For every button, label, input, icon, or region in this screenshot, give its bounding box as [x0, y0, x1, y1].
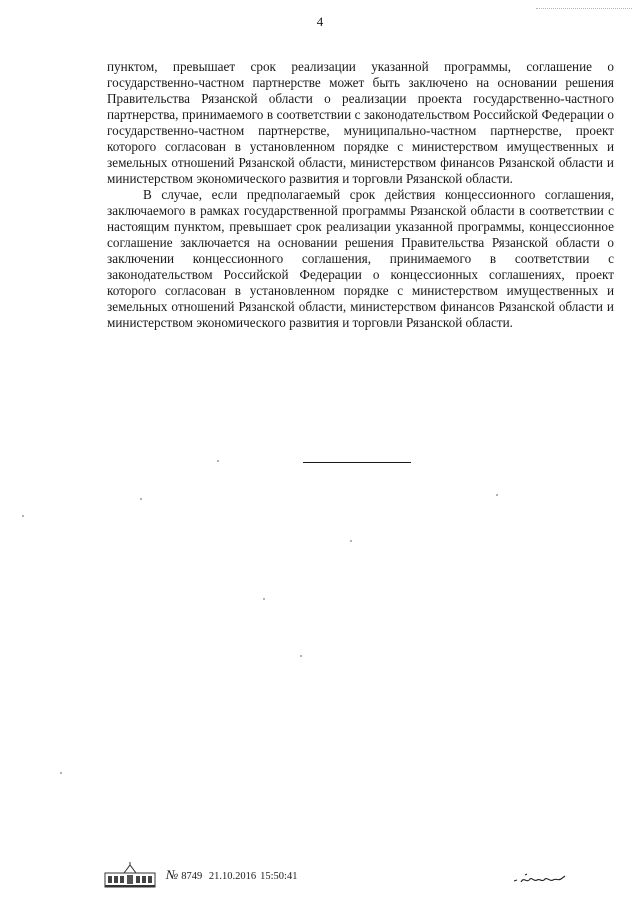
paragraph-concession: В случае, если предполагаемый срок действия концессионного соглашения, заключаемого в рамках государственной программы Рязанской области в соответствии с настоящим пунктом, превышает срок реализации указанной программы, концессионное соглашение заключается на основании решения Правительства Рязанской области о заключении концессионного соглашения, принимаемого в соответствии с законодательством Российской Федерации о концессионных соглашениях, проект которого согласован в установленном порядке с министерством имущественных и земельных отношений Рязанской области, министерством финансов Рязанской области и министерством экономического развития и торговли Рязанской области.: [107, 187, 614, 330]
registration-stamp: [166, 867, 301, 883]
scan-speck: [60, 772, 62, 774]
registration-date: 21.10.2016: [208, 871, 257, 882]
scan-speck: [300, 655, 302, 657]
handwritten-signature-icon: [512, 870, 572, 888]
number-sign: №: [166, 867, 179, 882]
scan-speck: [22, 515, 24, 517]
scan-speck: [350, 540, 352, 542]
scan-speck: [217, 460, 219, 462]
registration-time: 15:50:41: [260, 871, 298, 882]
paragraph-continuation: пунктом, превышает срок реализации указанной программы, соглашение о государственно-частном партнерстве может быть заключено на основании решения Правительства Рязанской области о реализации проекта государственно-частного партнерства, принимаемого в соответствии с законодательством Российской Федерации о государственно-частном партнерстве, муниципально-частном партнерстве, проект которого согласован в установленном порядке с министерством имущественных и земельных отношений Рязанской области, министерством финансов Рязанской области и министерством экономического развития и торговли Рязанской области.: [107, 59, 614, 186]
scan-speck: [140, 498, 142, 500]
document-footer: [104, 860, 301, 890]
end-of-text-rule: [303, 462, 411, 463]
scan-speck: [496, 494, 498, 496]
document-body: [107, 59, 614, 331]
scan-speck: [263, 598, 265, 600]
registry-building-logo-icon: [104, 861, 156, 889]
document-number: 8749: [181, 871, 203, 882]
page-number: 4: [316, 14, 324, 29]
